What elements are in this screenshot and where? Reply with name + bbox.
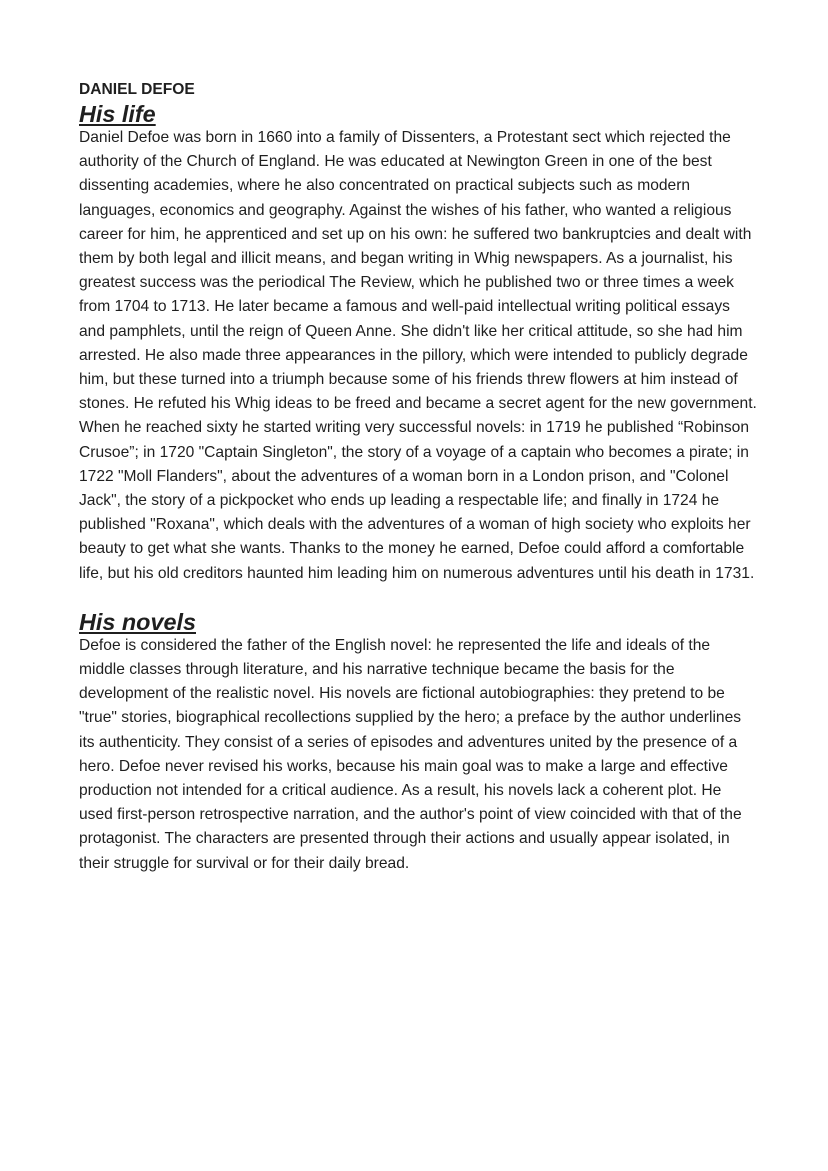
section-heading-novels: His novels (79, 608, 196, 635)
section-heading-life: His life (79, 101, 156, 127)
document-title: DANIEL DEFOE (79, 81, 195, 98)
document-page (79, 78, 759, 876)
section-text-novels: Defoe is considered the father of the English novel: he represented the life and ideals of the middle classes through literature, and his narrative technique became the basis for the development of the realistic novel. His novels are fictional autobiographies: they pretend to be "true" stories, biographical recollections supplied by the hero; a preface by the author underlines its authenticity. They consist of a series of episodes and adventures united by the presence of a hero. Defoe never revised his works, because his main goal was to make a large and effective production not intended for a critical audience. As a result, his novels lack a coherent plot. He used first-person retrospective narration, and the author's point of view coincided with that of the protagonist. The characters are presented through their actions and usually appear isolated, in their struggle for survival or for their daily bread. (79, 636, 742, 872)
section-spacer (79, 586, 759, 610)
section-text-life: Daniel Defoe was born in 1660 into a family of Dissenters, a Protestant sect which rejected the authority of the Church of England. He was educated at Newington Green in one of the best dissenting academies, where he also concentrated on practical subjects such as modern languages, economics and geography. Against the wishes of his father, who wanted a religious career for him, he apprenticed and set up on his own: he suffered two bankruptcies and dealt with them by both legal and illicit means, and began writing in Whig newspapers. As a journalist, his greatest success was the periodical The Review, which he published two or three times a week from 1704 to 1713. He later became a famous and well-paid intellectual writing political essays and pamphlets, until the reign of Queen Anne. She didn't like her critical attitude, so she had him arrested. He also made three appearances in the pillory, which were intended to publicly degrade him, but these turned into a triumph because some of his friends threw flowers at him instead of stones. He refuted his Whig ideas to be freed and became a secret agent for the new government. When he reached sixty he started writing very successful novels: in 1719 he published “Robinson Crusoe”; in 1720 "Captain Singleton", the story of a voyage of a captain who becomes a pirate; in 1722 "Moll Flanders", about the adventures of a woman born in a London prison, and "Colonel Jack", the story of a pickpocket who ends up leading a respectable life; and finally in 1724 he published "Roxana", which deals with the adventures of a woman of high society who exploits her beauty to get what she wants. Thanks to the money he earned, Defoe could afford a comfortable life, but his old creditors haunted him leading him on numerous adventures until his death in 1731. (79, 129, 757, 582)
